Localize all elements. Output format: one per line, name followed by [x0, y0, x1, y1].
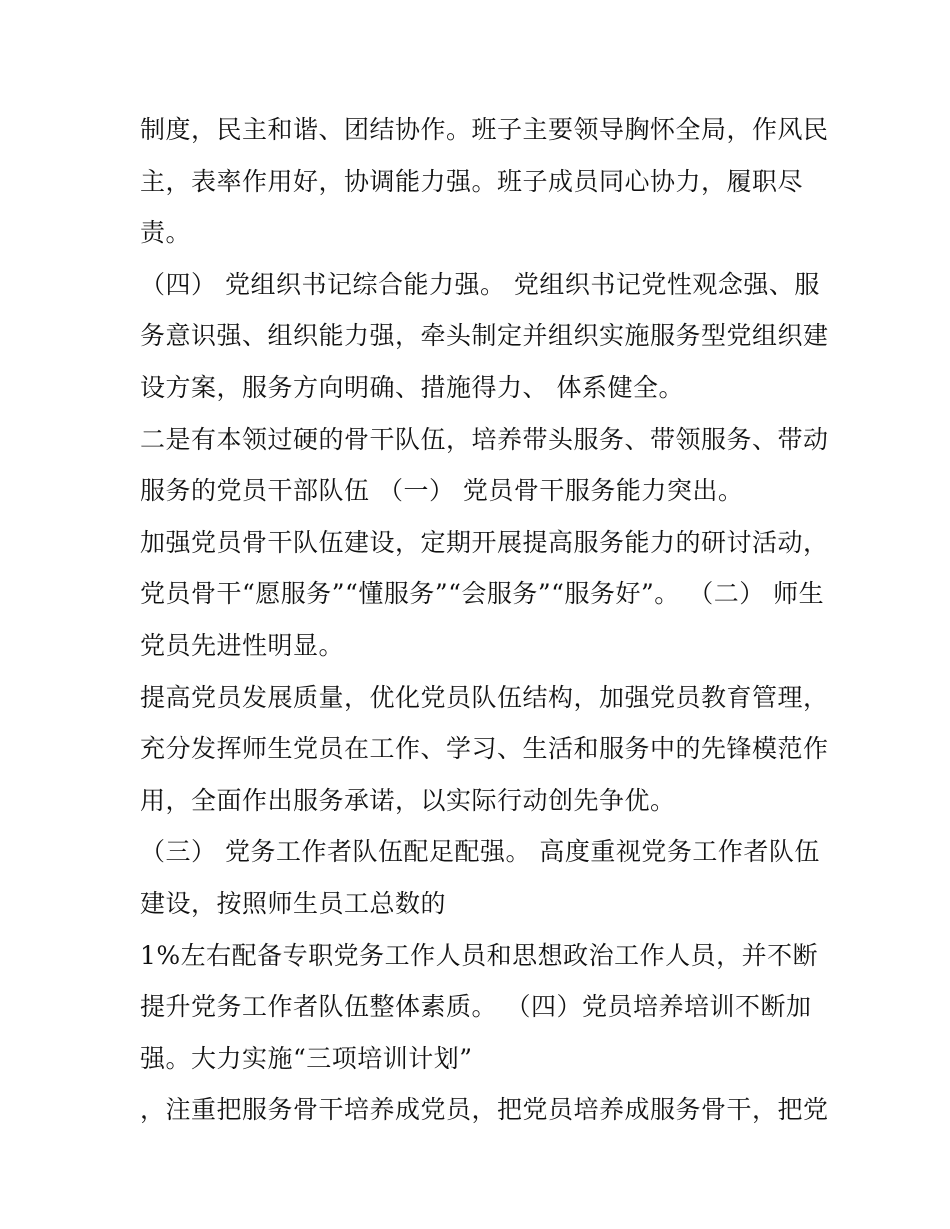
text-line: 党员骨干“愿服务”“懂服务”“会服务”“服务好”。 （二） 师生 [140, 579, 825, 609]
text-line: 用，全面作出服务承诺，以实际行动创先争优。 [140, 785, 676, 815]
text-line: 建设，按照师生员工总数的 [140, 888, 447, 918]
text-line: 1%左右配备专职党务工作人员和思想政治工作人员，并不断 [140, 940, 819, 970]
text-line: 责。 [140, 218, 192, 248]
text-line: 制度，民主和谐、团结协作。班子主要领导胸怀全局，作风民 [140, 115, 829, 144]
text-line: 服务的党员干部队伍 （一） 党员骨干服务能力突出。 [140, 476, 744, 506]
text-line: 主，表率作用好，协调能力强。班子成员同心协力，履职尽 [140, 166, 804, 196]
text-line: 强。大力实施“三项培训计划” [140, 1043, 473, 1073]
text-line: 充分发挥师生党员在工作、学习、生活和服务中的先锋模范作 [140, 734, 829, 764]
text-line: 加强党员骨干队伍建设，定期开展提高服务能力的研讨活动， [140, 527, 829, 557]
text-line: 提高党员发展质量，优化党员队伍结构，加强党员教育管理， [140, 682, 829, 712]
text-line: （四） 党组织书记综合能力强。 党组织书记党性观念强、服 [140, 269, 820, 299]
text-line: 提升党务工作者队伍整体素质。 （四）党员培养培训不断加 [140, 992, 812, 1022]
text-line: 二是有本领过硬的骨干队伍，培养带头服务、带领服务、带动 [140, 424, 829, 454]
text-line: 务意识强、组织能力强，牵头制定并组织实施服务型党组织建 [140, 321, 829, 351]
text-line: 设方案，服务方向明确、措施得力、 体系健全。 [140, 372, 684, 402]
text-line: （三） 党务工作者队伍配足配强。 高度重视党务工作者队伍 [140, 837, 820, 867]
document-body [140, 104, 829, 1136]
text-line: 党员先进性明显。 [140, 630, 345, 660]
text-line: ，注重把服务骨干培养成党员，把党员培养成服务骨干，把党 [140, 1095, 829, 1125]
